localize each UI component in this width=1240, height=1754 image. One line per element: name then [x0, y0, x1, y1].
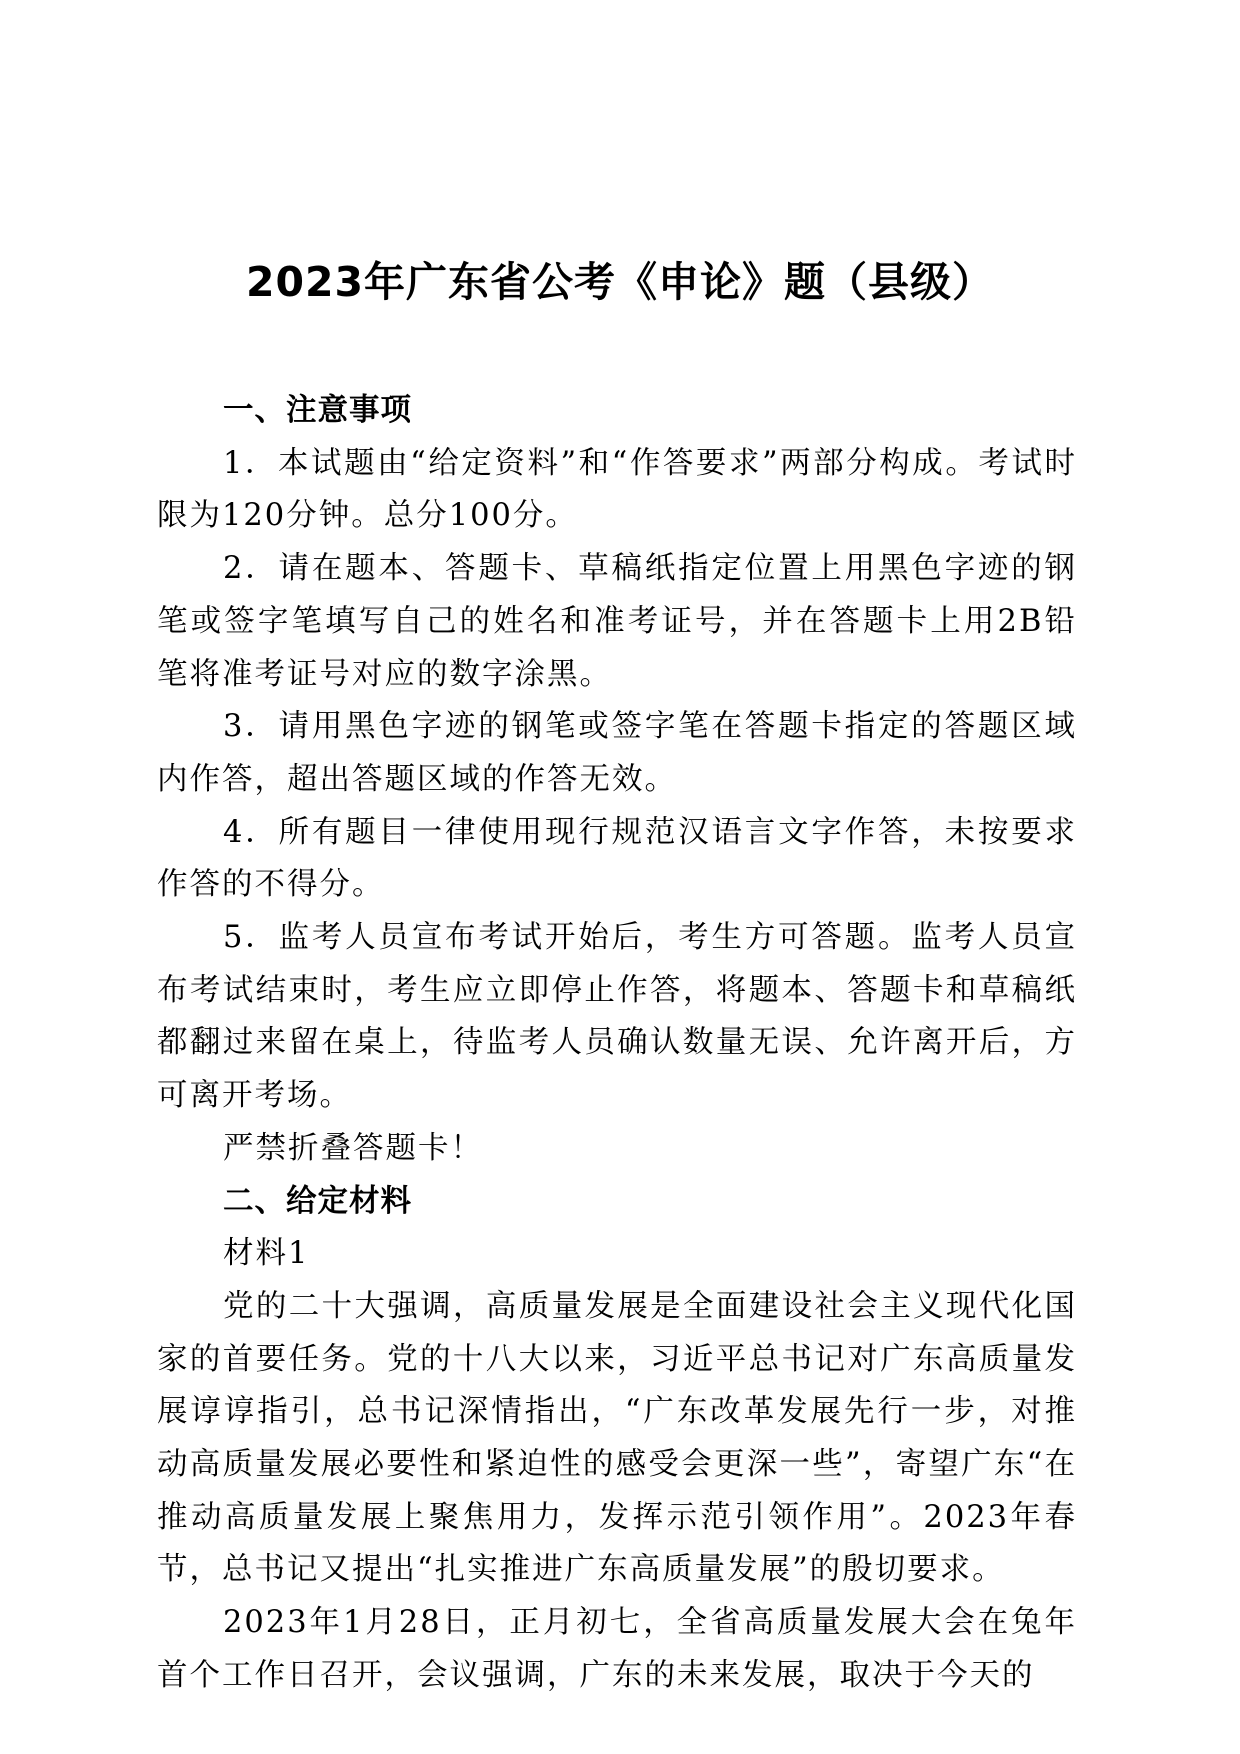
section-heading-notice: 一、注意事项: [223, 393, 412, 428]
material-paragraph-2: 2023年1月28日，正月初七，全省高质量发展大会在兔年首个工作日召开，会议强调，广东的未来发展，取决于今天的: [157, 1605, 1077, 1693]
section-heading-materials: 二、给定材料: [223, 1183, 412, 1219]
document-body: [157, 385, 1077, 1703]
notice-item-5: 5．监考人员宣布考试开始后，考生方可答题。监考人员宣布考试结束时，考生应立即停止作答，将题本、答题卡和草稿纸都翻过来留在桌上，待监考人员确认数量无误、允许离开后，方可离开考场。: [157, 920, 1077, 1114]
material-paragraph-1: 党的二十大强调，高质量发展是全面建设社会主义现代化国家的首要任务。党的十八大以来，习近平总书记对广东高质量发展谆谆指引，总书记深情指出，“广东改革发展先行一步，对推动高质量发展必要性和紧迫性的感受会更深一些”，寄望广东“在推动高质量发展上聚焦用力，发挥示范引领作用”。2023年春节，总书记又提出“扎实推进广东高质量发展”的殷切要求。: [157, 1288, 1077, 1588]
material-label: 材料1: [223, 1236, 310, 1272]
notice-item-3: 3．请用黑色字迹的钢笔或签字笔在答题卡指定的答题区域内作答，超出答题区域的作答无效。: [157, 709, 1077, 797]
notice-item-1: 1．本试题由“给定资料”和“作答要求”两部分构成。考试时限为120分钟。总分100分。: [157, 445, 1077, 534]
notice-item-4: 4．所有题目一律使用现行规范汉语言文字作答，未按要求作答的不得分。: [157, 814, 1077, 903]
page-title: 2023年广东省公考《申论》题（县级）: [245, 258, 995, 306]
notice-warning: 严禁折叠答题卡！: [223, 1130, 483, 1166]
notice-item-2: 2．请在题本、答题卡、草稿纸指定位置上用黑色字迹的钢笔或签字笔填写自己的姓名和准考证号，并在答题卡上用2B铅笔将准考证号对应的数字涂黑。: [157, 551, 1077, 692]
